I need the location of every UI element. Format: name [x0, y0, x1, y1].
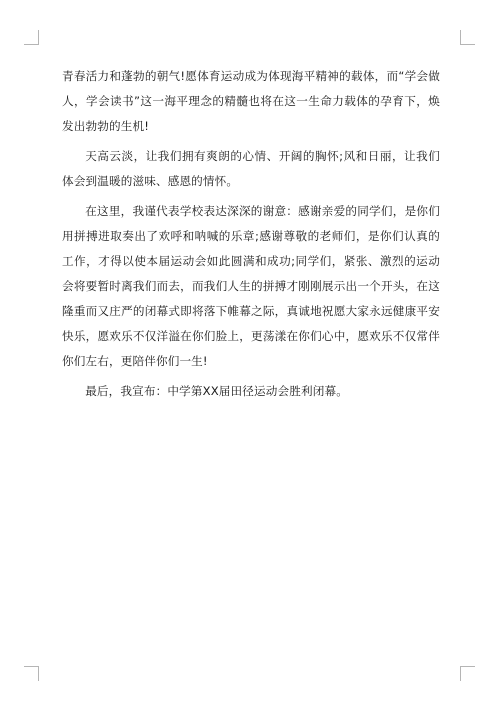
paragraph-closing-announcement: 最后，我宣布：中学第XX届田径运动会胜利闭幕。 [85, 384, 348, 398]
paragraph-continued: 青春活力和蓬勃的朝气!愿体育运动成为体现海平精神的载体，而“学会做人，学会读书”这一海平理念的精髓也将在这一生命力载体的孕育下，焕发出勃勃的生机! [62, 69, 440, 133]
paragraph-thanks: 在这里，我谨代表学校表达深深的谢意：感谢亲爱的同学们，是你们用拼搏进取奏出了欢呼和呐喊的乐章;感谢尊敬的老师们，是你们认真的工作，才得以使本届运动会如此圆满和成功;同学们，紧张、激烈的运动会将要暂时离我们而去，而我们人生的拼搏才刚刚展示出一个开头，在这隆重而又庄严的闭幕式即将落下帷幕之际，真诚地祝愿大家永远健康平安快乐，愿欢乐不仅洋溢在你们脸上，更荡漾在你们心中，愿欢乐不仅常伴你们左右，更陪伴你们一生! [62, 204, 440, 368]
crop-mark-bottom-right [460, 666, 475, 681]
document-body [62, 64, 440, 409]
crop-mark-top-right [460, 30, 475, 45]
paragraph-weather: 天高云淡，让我们拥有爽朗的心情、开阔的胸怀;风和日丽，让我们体会到温暖的滋味、感恩的情怀。 [62, 149, 440, 188]
crop-mark-top-left [24, 30, 39, 45]
crop-mark-bottom-left [24, 666, 39, 681]
